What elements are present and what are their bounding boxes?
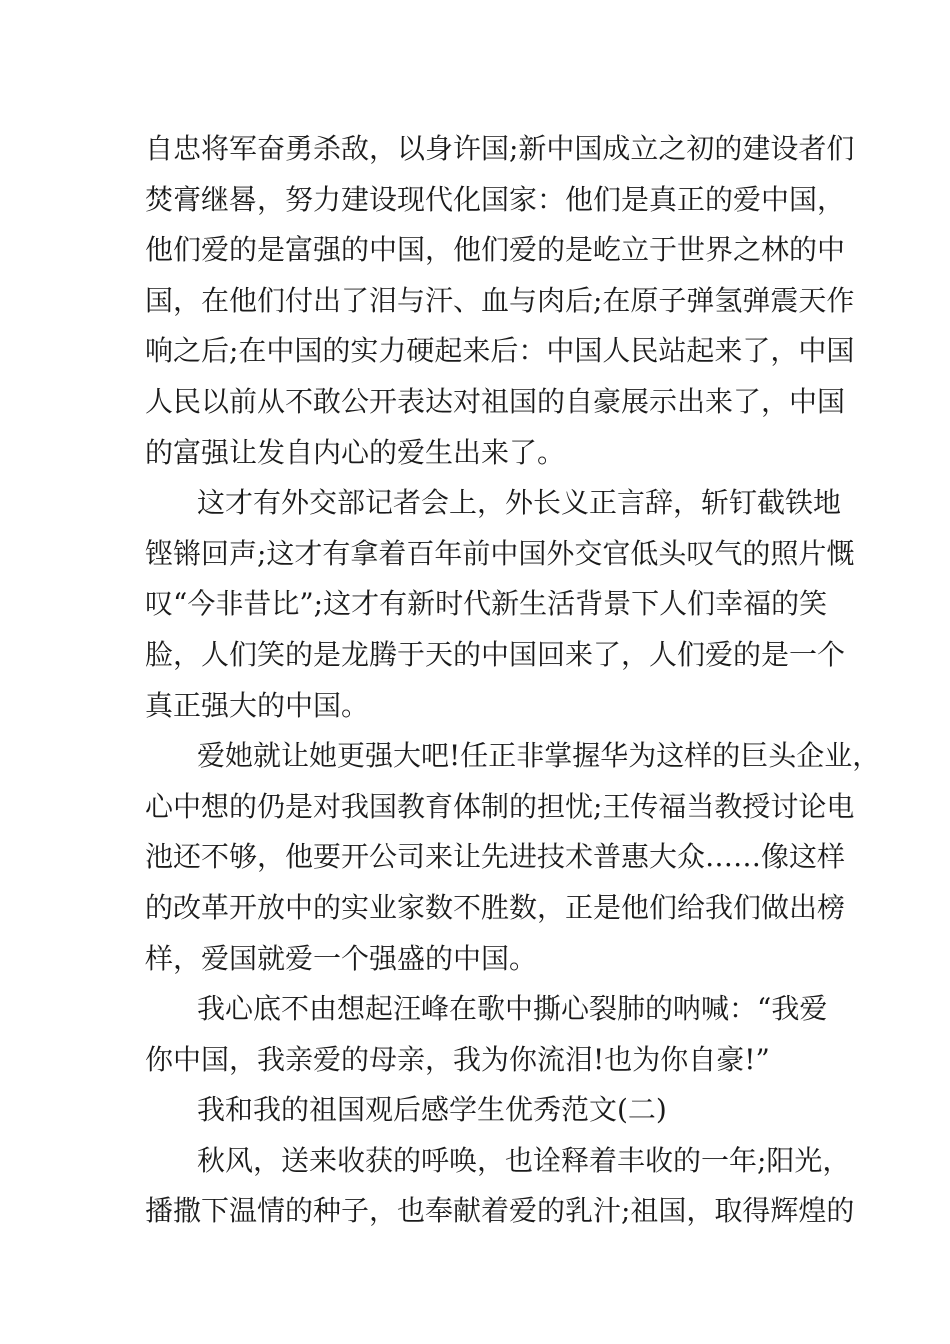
text-line: 叹“今非昔比”;这才有新时代新生活背景下人们幸福的笑 — [145, 587, 828, 621]
text-line: 国，在他们付出了泪与汗、血与肉后;在原子弹氢弹震天作 — [145, 283, 855, 317]
text-line: 响之后;在中国的实力硬起来后：中国人民站起来了，中国 — [145, 334, 855, 368]
text-line: 脸，人们笑的是龙腾于天的中国回来了，人们爱的是一个 — [145, 637, 846, 671]
paragraph-first-line: 我心底不由想起汪峰在歌中撕心裂肺的呐喊：“我爱 — [197, 992, 828, 1026]
section-heading: 我和我的祖国观后感学生优秀范文(二) — [197, 1093, 667, 1127]
text-line: 的改革开放中的实业家数不胜数，正是他们给我们做出榜 — [145, 890, 846, 924]
text-line: 播撒下温情的种子，也奉献着爱的乳汁;祖国，取得辉煌的 — [145, 1194, 855, 1228]
text-line: 你中国，我亲爱的母亲，我为你流泪!也为你自豪!” — [145, 1042, 770, 1076]
paragraph-first-line: 这才有外交部记者会上，外长义正言辞，斩钉截铁地 — [197, 486, 842, 520]
text-line: 真正强大的中国。 — [145, 688, 370, 722]
text-line: 的富强让发自内心的爱生出来了。 — [145, 435, 566, 469]
paragraph-first-line: 爱她就让她更强大吧!任正非掌握华为这样的巨头企业， — [197, 739, 881, 773]
text-line: 心中想的仍是对我国教育体制的担忧;王传福当教授讨论电 — [145, 789, 855, 823]
paragraph-first-line: 秋风，送来收获的呼唤，也诠释着丰收的一年;阳光， — [197, 1143, 851, 1177]
text-line: 自忠将军奋勇杀敌，以身许国;新中国成立之初的建设者们 — [145, 132, 855, 165]
text-line: 焚膏继晷，努力建设现代化国家：他们是真正的爱中国， — [145, 182, 846, 216]
text-line: 人民以前从不敢公开表达对祖国的自豪展示出来了，中国 — [145, 384, 846, 418]
body-text — [145, 124, 881, 1237]
text-line: 铿锵回声;这才有拿着百年前中国外交官低头叹气的照片慨 — [145, 536, 855, 570]
text-line: 池还不够，他要开公司来让先进技术普惠大众……像这样 — [145, 840, 846, 874]
text-line: 他们爱的是富强的中国，他们爱的是屹立于世界之林的中 — [145, 233, 846, 267]
text-line: 样，爱国就爱一个强盛的中国。 — [145, 941, 538, 975]
